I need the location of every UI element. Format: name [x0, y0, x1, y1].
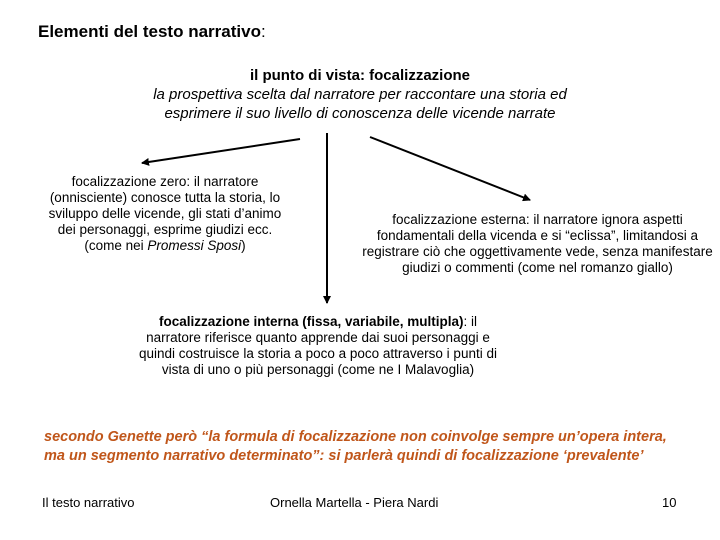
focalizzazione-zero-text-end: )	[241, 238, 246, 253]
slide-title-main: Elementi del testo narrativo	[38, 22, 261, 41]
footer-left: Il testo narrativo	[42, 495, 135, 510]
topic-heading: il punto di vista: focalizzazione	[249, 67, 471, 84]
focalizzazione-esterna-text: : il narratore ignora aspetti fondamentali della vicenda e si “eclissa”, limitandosi a registrare ciò che oggettivamente vede, senza manifestare giudizi o commenti (come nel romanzo giallo)	[362, 212, 713, 275]
slide-title-colon: :	[260, 22, 266, 41]
arrow-to-zero	[142, 139, 300, 163]
focalizzazione-interna-term: focalizzazione interna (fissa, variabile, multipla)	[158, 314, 464, 329]
genette-note: secondo Genette però “la formula di focalizzazione non coinvolge sempre un’opera intera, ma un segmento narrativo determinato”: si parlerà quindi di focalizzazione ‘prevalente’	[44, 429, 667, 464]
focalizzazione-esterna-box	[360, 212, 715, 276]
topic-description-line2: esprimere il suo livello di conoscenza delle vicende narrate	[164, 105, 556, 122]
arrow-to-esterna	[370, 137, 530, 200]
focalizzazione-interna-box	[138, 314, 498, 378]
focalizzazione-zero-term: focalizzazione zero:	[71, 174, 191, 189]
page-number: 10	[662, 495, 677, 510]
topic-description-line1: la prospettiva scelta dal narratore per raccontare una storia ed	[153, 86, 567, 103]
focalizzazione-zero-text: il narratore (onnisciente) conosce tutta la storia, lo sviluppo delle vicende, gli stati d’animo dei personaggi, esprime giudizi ecc. (come nei	[48, 174, 282, 253]
focalizzazione-zero-box	[40, 174, 290, 254]
focalizzazione-interna-text: : il narratore riferisce quanto apprende dai suoi personaggi e quindi costruisce la storia a poco a poco attraverso i punti di vista di uno o più personaggi (come ne I Malavoglia)	[139, 314, 497, 377]
footer-author: Ornella Martella - Piera Nardi	[270, 495, 439, 510]
focalizzazione-zero-example: Promessi Sposi	[147, 238, 242, 253]
focalizzazione-esterna-term: focalizzazione esterna	[392, 212, 526, 227]
